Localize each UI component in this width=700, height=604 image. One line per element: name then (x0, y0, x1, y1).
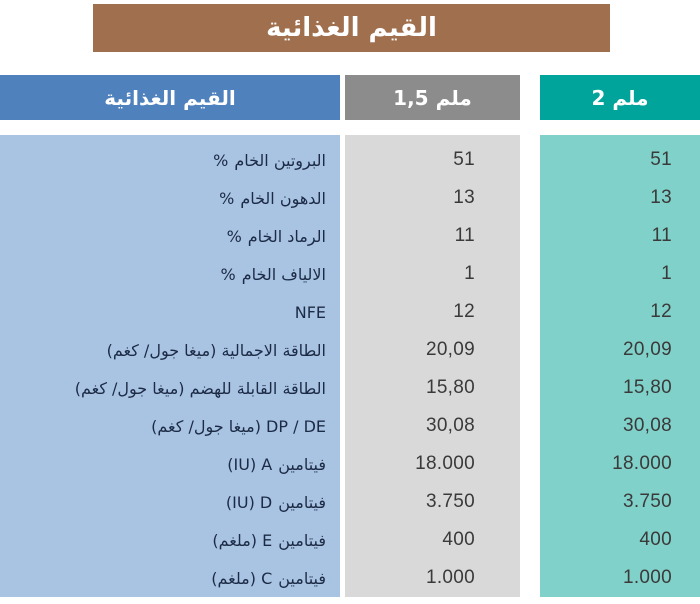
value-cell-1-5mm: 12 (453, 301, 475, 322)
row-label-latin: (ملغم) E (212, 530, 273, 550)
value-cell-2mm: 3.750 (622, 491, 672, 512)
row-label-latin: (IU) A (227, 454, 273, 474)
value-cell-2mm: 20,09 (622, 339, 672, 360)
column-2mm-header (540, 75, 700, 120)
value-cell-2mm: 11 (651, 225, 672, 246)
value-cell-1-5mm: 400 (442, 529, 475, 550)
column-1-5mm-header-text: 1,5 ملم (393, 85, 472, 110)
value-cell-2mm: 1 (661, 263, 672, 284)
row-label-arabic: البروتين الخام (234, 150, 326, 170)
value-cell-2mm: 1.000 (622, 567, 672, 588)
row-label (0, 255, 340, 293)
row-label-arabic: فيتامين (278, 454, 326, 474)
labels-column-header-text: القيم الغذائية (104, 85, 236, 110)
value-cell-2mm: 12 (650, 301, 672, 322)
row-label-latin: % (219, 188, 235, 208)
value-cell-2mm: 30,08 (622, 415, 672, 436)
row-label-arabic: الطاقة الاجمالية (ميغا جول/ كغم) (106, 340, 326, 360)
row-label-arabic: الالياف الخام (241, 264, 326, 284)
row-label-arabic: الطاقة القابلة للهضم (ميغا جول/ كغم) (74, 378, 326, 398)
row-label (0, 521, 340, 559)
labels-column-header (0, 75, 340, 120)
row-label-latin: (IU) D (225, 492, 273, 512)
page-title: القيم الغذائية (266, 13, 437, 43)
row-label (0, 483, 340, 521)
column-2mm (540, 75, 700, 597)
nutrition-table (0, 75, 700, 597)
value-cell-2mm: 15,80 (622, 377, 672, 398)
row-label-latin: % (213, 150, 229, 170)
value-cell-1-5mm: 18.000 (415, 453, 475, 474)
row-label-latin: (ملغم) C (211, 568, 273, 588)
row-label-arabic: فيتامين (278, 568, 326, 588)
column-1-5mm-body (345, 135, 520, 597)
row-label-latin: % (226, 226, 242, 246)
column-2mm-body (540, 135, 700, 597)
row-label (0, 141, 340, 179)
value-cell-1-5mm: 11 (454, 225, 475, 246)
row-label (0, 445, 340, 483)
value-cell-1-5mm: 20,09 (425, 339, 475, 360)
row-label-arabic: DP / DE (ميغا جول/ كغم) (151, 416, 326, 436)
column-1-5mm (345, 75, 520, 597)
row-label (0, 293, 340, 331)
labels-column-body (0, 135, 340, 597)
row-label (0, 331, 340, 369)
row-label-arabic: الرماد الخام (247, 226, 326, 246)
value-cell-2mm: 18.000 (612, 453, 672, 474)
value-cell-1-5mm: 13 (453, 187, 475, 208)
row-label (0, 559, 340, 597)
row-label-arabic: الدهون الخام (240, 188, 326, 208)
row-label (0, 369, 340, 407)
value-cell-1-5mm: 1.000 (425, 567, 475, 588)
column-2mm-header-text: 2 ملم (591, 85, 649, 110)
row-label-arabic: فيتامين (278, 530, 326, 550)
row-label (0, 407, 340, 445)
row-label-latin: % (220, 264, 236, 284)
row-label (0, 217, 340, 255)
value-cell-2mm: 51 (650, 149, 672, 170)
value-cell-1-5mm: 3.750 (425, 491, 475, 512)
row-label-arabic: NFE (294, 302, 326, 322)
value-cell-1-5mm: 1 (464, 263, 475, 284)
labels-column (0, 75, 340, 597)
value-cell-1-5mm: 30,08 (425, 415, 475, 436)
value-cell-1-5mm: 51 (453, 149, 475, 170)
row-label-arabic: فيتامين (278, 492, 326, 512)
value-cell-2mm: 13 (650, 187, 672, 208)
row-label (0, 179, 340, 217)
value-cell-1-5mm: 15,80 (425, 377, 475, 398)
page-title-banner (93, 4, 610, 52)
value-cell-2mm: 400 (639, 529, 672, 550)
column-1-5mm-header (345, 75, 520, 120)
